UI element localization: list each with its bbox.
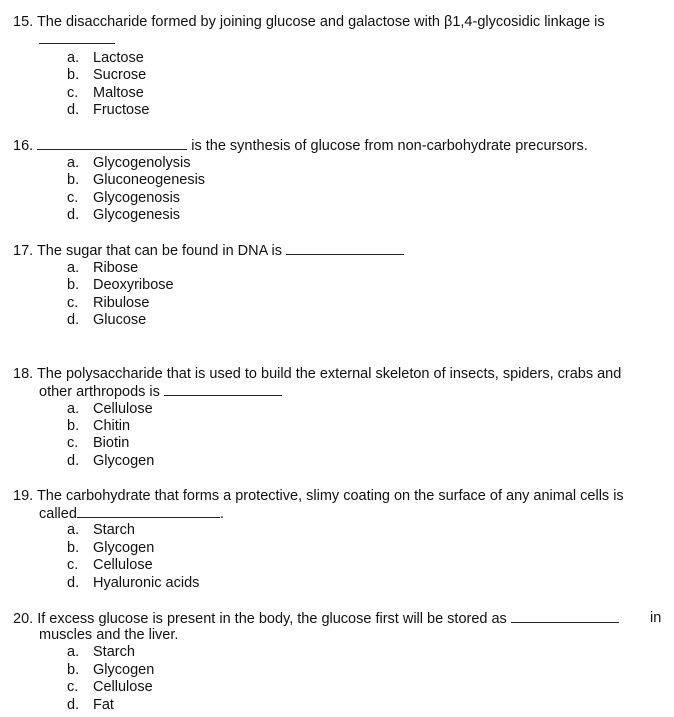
question-text: called	[39, 506, 77, 522]
question-number: 19.	[13, 488, 34, 504]
question-text: muscles and the liver.	[39, 627, 179, 643]
option-c: c. Ribulose	[67, 295, 150, 311]
question-number: 18.	[13, 366, 34, 382]
question-17-stem	[13, 242, 404, 260]
question-18-stem-cont	[39, 383, 282, 401]
question-number: 20.	[13, 611, 34, 627]
option-a: a. Cellulose	[67, 401, 153, 417]
question-text: other arthropods is	[39, 384, 160, 400]
answer-blank	[37, 137, 187, 150]
option-b: b. Deoxyribose	[67, 277, 174, 293]
question-number: 17.	[13, 243, 34, 259]
option-a: a. Glycogenolysis	[67, 155, 191, 171]
option-b: b. Gluconeogenesis	[67, 172, 206, 188]
option-d: d. Glycogenesis	[67, 207, 181, 223]
question-19-stem-cont: called .	[39, 506, 224, 522]
option-b: b. Chitin	[67, 418, 131, 434]
option-d: d. Glycogen	[67, 453, 155, 469]
option-c: c. Cellulose	[67, 679, 153, 695]
option-b: b. Glycogen	[67, 540, 155, 556]
option-c: c. Glycogenosis	[67, 190, 181, 206]
answer-blank	[511, 610, 619, 623]
question-15-stem	[13, 14, 605, 31]
option-c: c. Biotin	[67, 435, 130, 451]
option-a: a. Starch	[67, 522, 135, 538]
question-20-stem-end: in	[650, 610, 662, 626]
question-text: The polysaccharide that is used to build the external skeleton of insects, spiders, crabs and	[36, 366, 622, 382]
option-a: a. Starch	[67, 644, 135, 660]
question-20-stem	[13, 610, 619, 628]
option-c: c. Maltose	[67, 85, 144, 101]
option-b: b. Glycogen	[67, 662, 155, 678]
question-number: 16.	[13, 138, 34, 154]
question-18-stem	[13, 366, 621, 383]
question-text: The disaccharide formed by joining glucose and galactose with β1,4-glycosidic linkage is	[36, 14, 605, 30]
question-text: The sugar that can be found in DNA is	[36, 243, 282, 259]
question-20-stem-cont	[39, 627, 178, 644]
option-d: d. Fructose	[67, 102, 150, 118]
answer-blank	[164, 383, 282, 396]
answer-blank	[286, 242, 404, 255]
answer-blank	[77, 505, 220, 518]
option-d: d. Fat	[67, 697, 114, 713]
option-c: c. Cellulose	[67, 557, 153, 573]
question-number: 15.	[13, 14, 34, 30]
question-text: The carbohydrate that forms a protective, slimy coating on the surface of any animal cells is	[36, 488, 624, 504]
option-d: d. Hyaluronic acids	[67, 575, 200, 591]
question-16-stem	[13, 137, 588, 155]
question-text: is the synthesis of glucose from non-carbohydrate precursors.	[191, 138, 588, 154]
question-19-stem	[13, 488, 624, 505]
answer-blank	[39, 31, 115, 49]
option-b: b. Sucrose	[67, 67, 147, 83]
option-d: d. Glucose	[67, 312, 147, 328]
option-a: a. Ribose	[67, 260, 139, 276]
question-text: If excess glucose is present in the body, the glucose first will be stored as	[37, 611, 507, 627]
option-a: a. Lactose	[67, 50, 144, 66]
